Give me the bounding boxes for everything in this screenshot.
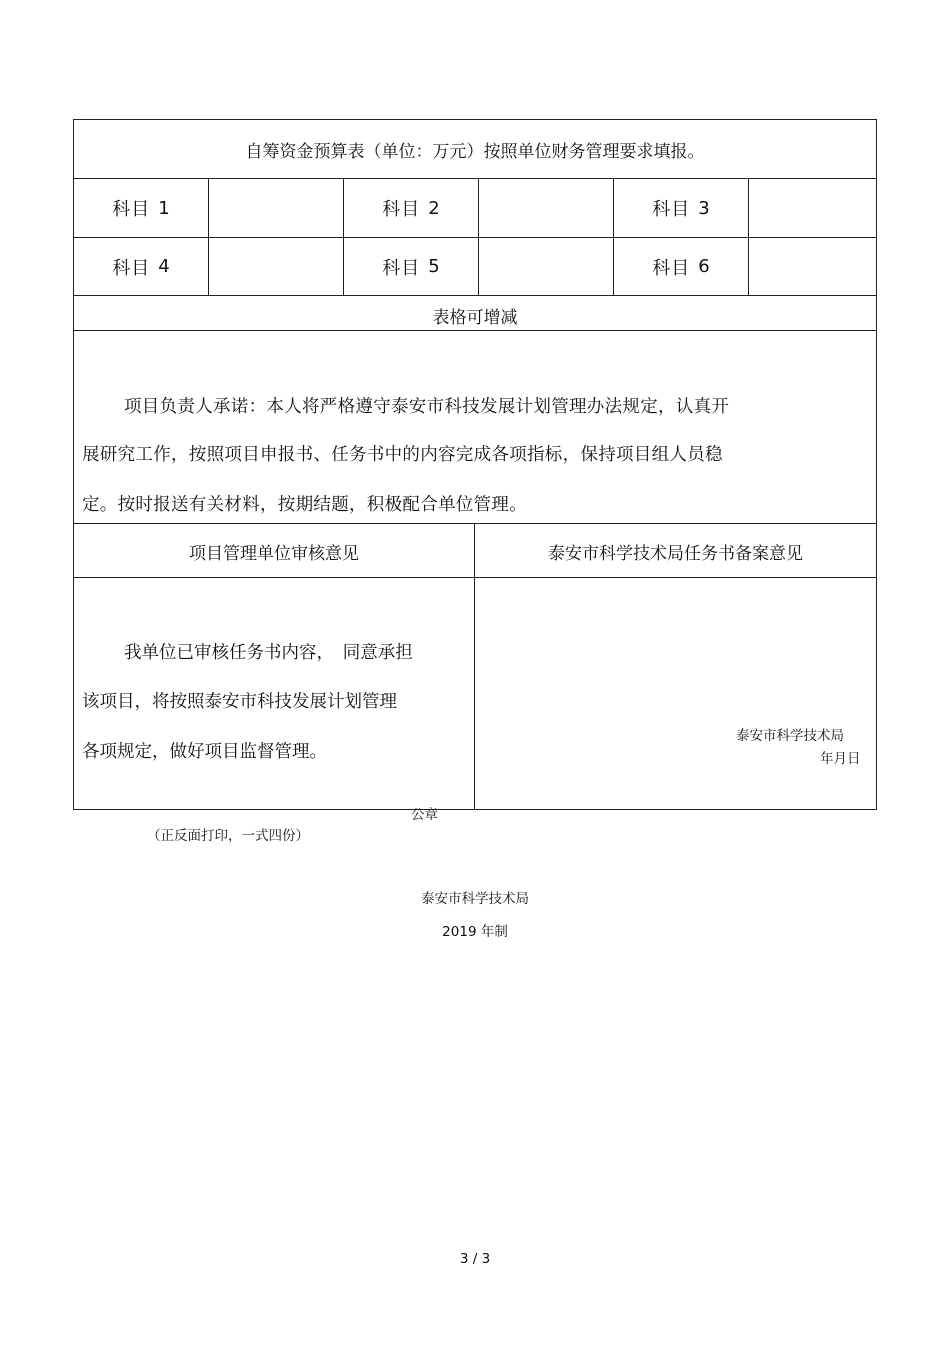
- commitment-line-3: 定。按时报送有关材料，按期结题，积极配合单位管理。: [82, 495, 527, 515]
- commitment-line-2: 展研究工作，按照项目申报书、任务书中的内容完成各项指标，保持项目组人员稳: [82, 445, 723, 465]
- subject-5-label-cell: [344, 238, 479, 295]
- commitment-row: [74, 331, 876, 524]
- unit-review-title: 项目管理单位审核意见: [189, 544, 359, 564]
- seal-label: 公章: [411, 807, 438, 823]
- adjustable-note-row: [74, 296, 876, 331]
- review-right-content-cell: [475, 578, 876, 809]
- review-content-row: [74, 578, 876, 809]
- bureau-date: 年月日: [820, 751, 861, 767]
- subject-1-value-cell[interactable]: [209, 179, 344, 237]
- subject-number: 4: [158, 256, 170, 277]
- subject-number: 2: [428, 197, 440, 219]
- subject-row-1: [74, 179, 876, 238]
- budget-note: 自筹资金预算表（单位：万元）按照单位财务管理要求填报。: [245, 142, 705, 162]
- subject-label: 科目: [652, 257, 691, 279]
- review-title-row: [74, 524, 876, 578]
- subject-row-2: [74, 238, 876, 296]
- unit-opinion-line-3: 各项规定，做好项目监督管理。: [82, 742, 327, 762]
- review-left-content-cell: [74, 578, 475, 809]
- subject-label: 科目: [382, 257, 421, 279]
- subject-6-label-cell: [614, 238, 749, 295]
- subject-3-value-cell[interactable]: [749, 179, 876, 237]
- subject-3-label-cell: [614, 179, 749, 237]
- unit-opinion-line-1: 我单位已审核任务书内容， 同意承担: [124, 643, 413, 663]
- subject-number: 1: [158, 197, 170, 219]
- bureau-record-title: 泰安市科学技术局任务书备案意见: [548, 544, 803, 564]
- subject-5-value-cell[interactable]: [479, 238, 614, 295]
- bureau-org-name: 泰安市科学技术局: [736, 728, 844, 744]
- subject-6-value-cell[interactable]: [749, 238, 876, 295]
- footer-year: 2019 年制: [442, 924, 508, 940]
- review-right-title-cell: [475, 524, 876, 577]
- subject-4-value-cell[interactable]: [209, 238, 344, 295]
- subject-number: 5: [428, 256, 440, 277]
- subject-label: 科目: [112, 199, 151, 220]
- subject-number: 3: [698, 197, 710, 219]
- subject-4-label-cell: [74, 238, 209, 295]
- subject-2-value-cell[interactable]: [479, 179, 614, 237]
- subject-label: 科目: [652, 199, 691, 220]
- commitment-line-1: 项目负责人承诺：本人将严格遵守泰安市科技发展计划管理办法规定，认真开: [124, 397, 730, 417]
- subject-2-label-cell: [344, 179, 479, 237]
- budget-note-row: [74, 120, 876, 179]
- unit-opinion-line-2: 该项目，将按照泰安市科技发展计划管理: [82, 692, 397, 712]
- subject-label: 科目: [382, 199, 421, 220]
- page-number: 3 / 3: [459, 1251, 491, 1267]
- print-note: （正反面打印，一式四份）: [147, 828, 309, 844]
- task-form-table: [73, 119, 877, 810]
- review-left-title-cell: [74, 524, 475, 577]
- subject-number: 6: [698, 256, 710, 277]
- footer-org: 泰安市科学技术局: [421, 891, 529, 907]
- table-adjustable-note: 表格可增减: [432, 308, 518, 328]
- subject-1-label-cell: [74, 179, 209, 237]
- subject-label: 科目: [112, 257, 151, 279]
